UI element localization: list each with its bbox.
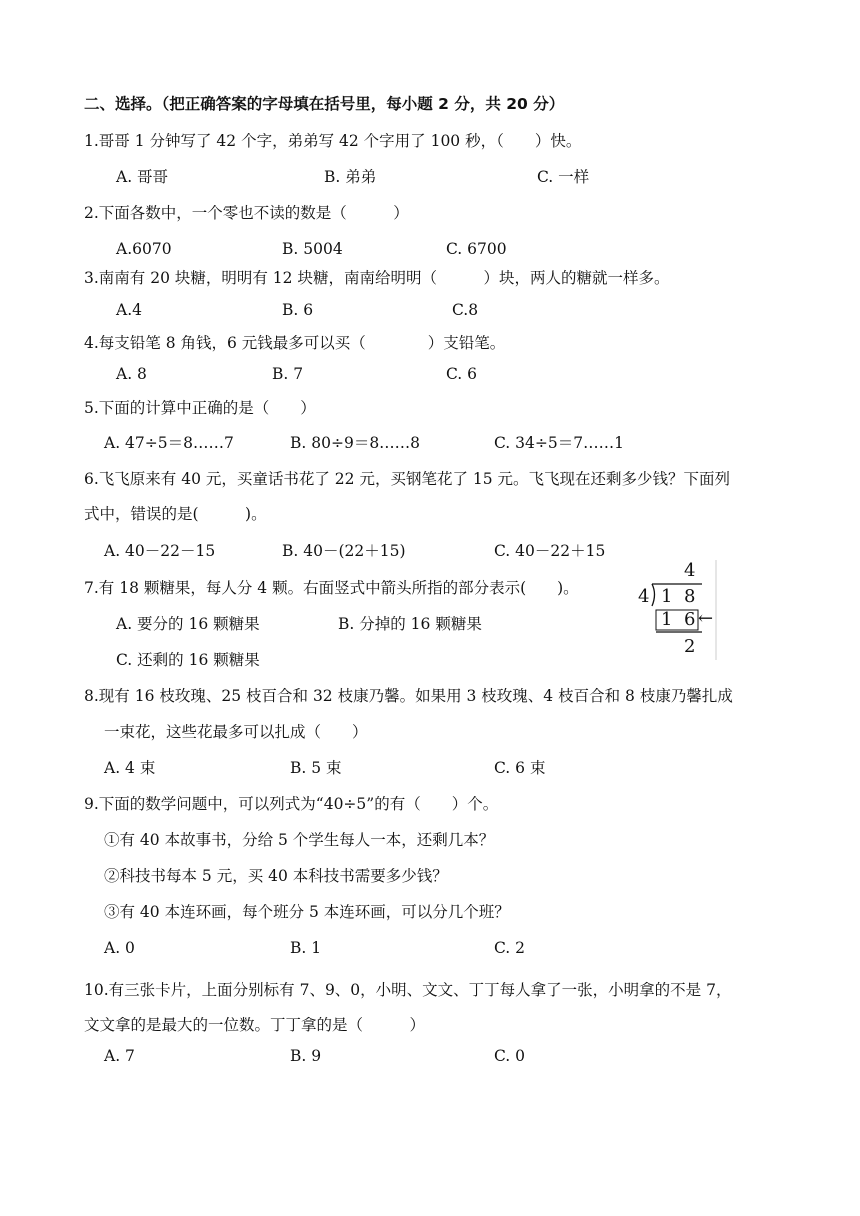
division-quotient: 4 xyxy=(684,560,696,581)
question-2-stem: 2.下面各数中，一个零也不读的数是（ ） xyxy=(84,204,409,222)
question-2-option-c[interactable]: C. 6700 xyxy=(446,240,507,258)
question-9-item-1: ①有 40 本故事书，分给 5 个学生每人一本，还剩几本？ xyxy=(104,831,495,849)
question-3-option-a[interactable]: A.4 xyxy=(116,301,142,319)
question-10-option-b[interactable]: B. 9 xyxy=(290,1047,322,1065)
question-5-option-c[interactable]: C. 34÷5＝7……1 xyxy=(494,434,624,452)
question-9-option-b[interactable]: B. 1 xyxy=(290,939,322,957)
question-5-option-b[interactable]: B. 80÷9＝8……8 xyxy=(290,434,421,452)
question-2-option-b[interactable]: B. 5004 xyxy=(282,240,343,258)
question-8-stem-line-2: 一束花，这些花最多可以扎成（ ） xyxy=(104,723,368,741)
question-9-option-a[interactable]: A. 0 xyxy=(104,939,135,957)
question-8-option-b[interactable]: B. 5 束 xyxy=(290,759,342,777)
division-product-digit-2: 6 xyxy=(684,609,696,630)
question-9-item-2: ②科技书每本 5 元，买 40 本科技书需要多少钱？ xyxy=(104,867,448,885)
question-1-stem: 1.哥哥 1 分钟写了 42 个字，弟弟写 42 个字用了 100 秒，（ ）快。 xyxy=(84,132,582,150)
arrow-left-icon: ← xyxy=(698,608,714,629)
question-1-option-c[interactable]: C. 一样 xyxy=(537,168,590,186)
question-1-option-a[interactable]: A. 哥哥 xyxy=(116,168,169,186)
question-7-option-b[interactable]: B. 分掉的 16 颗糖果 xyxy=(338,615,482,633)
question-6-stem-line-1: 6.飞飞原来有 40 元，买童话书花了 22 元，买钢笔花了 15 元。飞飞现在还剩多少钱？下面列 xyxy=(84,470,731,488)
long-division-figure xyxy=(632,560,718,660)
division-remainder: 2 xyxy=(684,636,696,657)
question-9-option-c[interactable]: C. 2 xyxy=(494,939,526,957)
question-10-stem-line-2: 文文拿的是最大的一位数。丁丁拿的是（ ） xyxy=(84,1016,426,1034)
question-5-option-a[interactable]: A. 47÷5＝8……7 xyxy=(104,434,234,452)
question-6-option-c[interactable]: C. 40－22＋15 xyxy=(494,542,606,560)
question-3-option-c[interactable]: C.8 xyxy=(452,301,479,319)
question-7-option-a[interactable]: A. 要分的 16 颗糖果 xyxy=(116,615,260,633)
question-3-stem: 3.南南有 20 块糖，明明有 12 块糖，南南给明明（ ）块，两人的糖就一样多。 xyxy=(84,269,670,287)
question-4-option-c[interactable]: C. 6 xyxy=(446,365,478,383)
question-1-option-b[interactable]: B. 弟弟 xyxy=(324,168,377,186)
question-6-stem-line-2: 式中，错误的是( )。 xyxy=(84,505,267,523)
division-dividend-digit-2: 8 xyxy=(684,586,696,607)
question-5-stem: 5.下面的计算中正确的是（ ） xyxy=(84,399,316,417)
question-7-option-c[interactable]: C. 还剩的 16 颗糖果 xyxy=(116,651,260,669)
question-7-stem: 7.有 18 颗糖果，每人分 4 颗。右面竖式中箭头所指的部分表示( )。 xyxy=(84,579,579,597)
question-8-option-a[interactable]: A. 4 束 xyxy=(104,759,156,777)
question-6-option-b[interactable]: B. 40－(22＋15) xyxy=(282,542,406,560)
question-9-item-3: ③有 40 本连环画，每个班分 5 本连环画，可以分几个班？ xyxy=(104,903,510,921)
question-6-option-a[interactable]: A. 40－22－15 xyxy=(104,542,216,560)
division-product-digit-1: 1 xyxy=(661,609,673,630)
question-10-option-c[interactable]: C. 0 xyxy=(494,1047,526,1065)
question-8-stem-line-1: 8.现有 16 枝玫瑰、25 枝百合和 32 枝康乃馨。如果用 3 枝玫瑰、4 枝百合和 8 枝康乃馨扎成 xyxy=(84,687,733,705)
question-4-option-b[interactable]: B. 7 xyxy=(272,365,304,383)
division-divisor: 4 xyxy=(638,586,650,607)
division-dividend-digit-1: 1 xyxy=(661,586,673,607)
question-10-stem-line-1: 10.有三张卡片，上面分别标有 7、9、0，小明、文文、丁丁每人拿了一张，小明拿的不是 7， xyxy=(84,981,732,999)
question-4-stem: 4.每支铅笔 8 角钱，6 元钱最多可以买（ ）支铅笔。 xyxy=(84,334,506,352)
question-4-option-a[interactable]: A. 8 xyxy=(116,365,147,383)
question-8-option-c[interactable]: C. 6 束 xyxy=(494,759,546,777)
question-3-option-b[interactable]: B. 6 xyxy=(282,301,314,319)
question-2-option-a[interactable]: A.6070 xyxy=(116,240,172,258)
question-9-stem: 9.下面的数学问题中，可以列式为“40÷5”的有（ ）个。 xyxy=(84,795,499,813)
question-10-option-a[interactable]: A. 7 xyxy=(104,1047,135,1065)
section-title: 二、选择。（把正确答案的字母填在括号里，每小题 2 分，共 20 分） xyxy=(84,95,565,113)
